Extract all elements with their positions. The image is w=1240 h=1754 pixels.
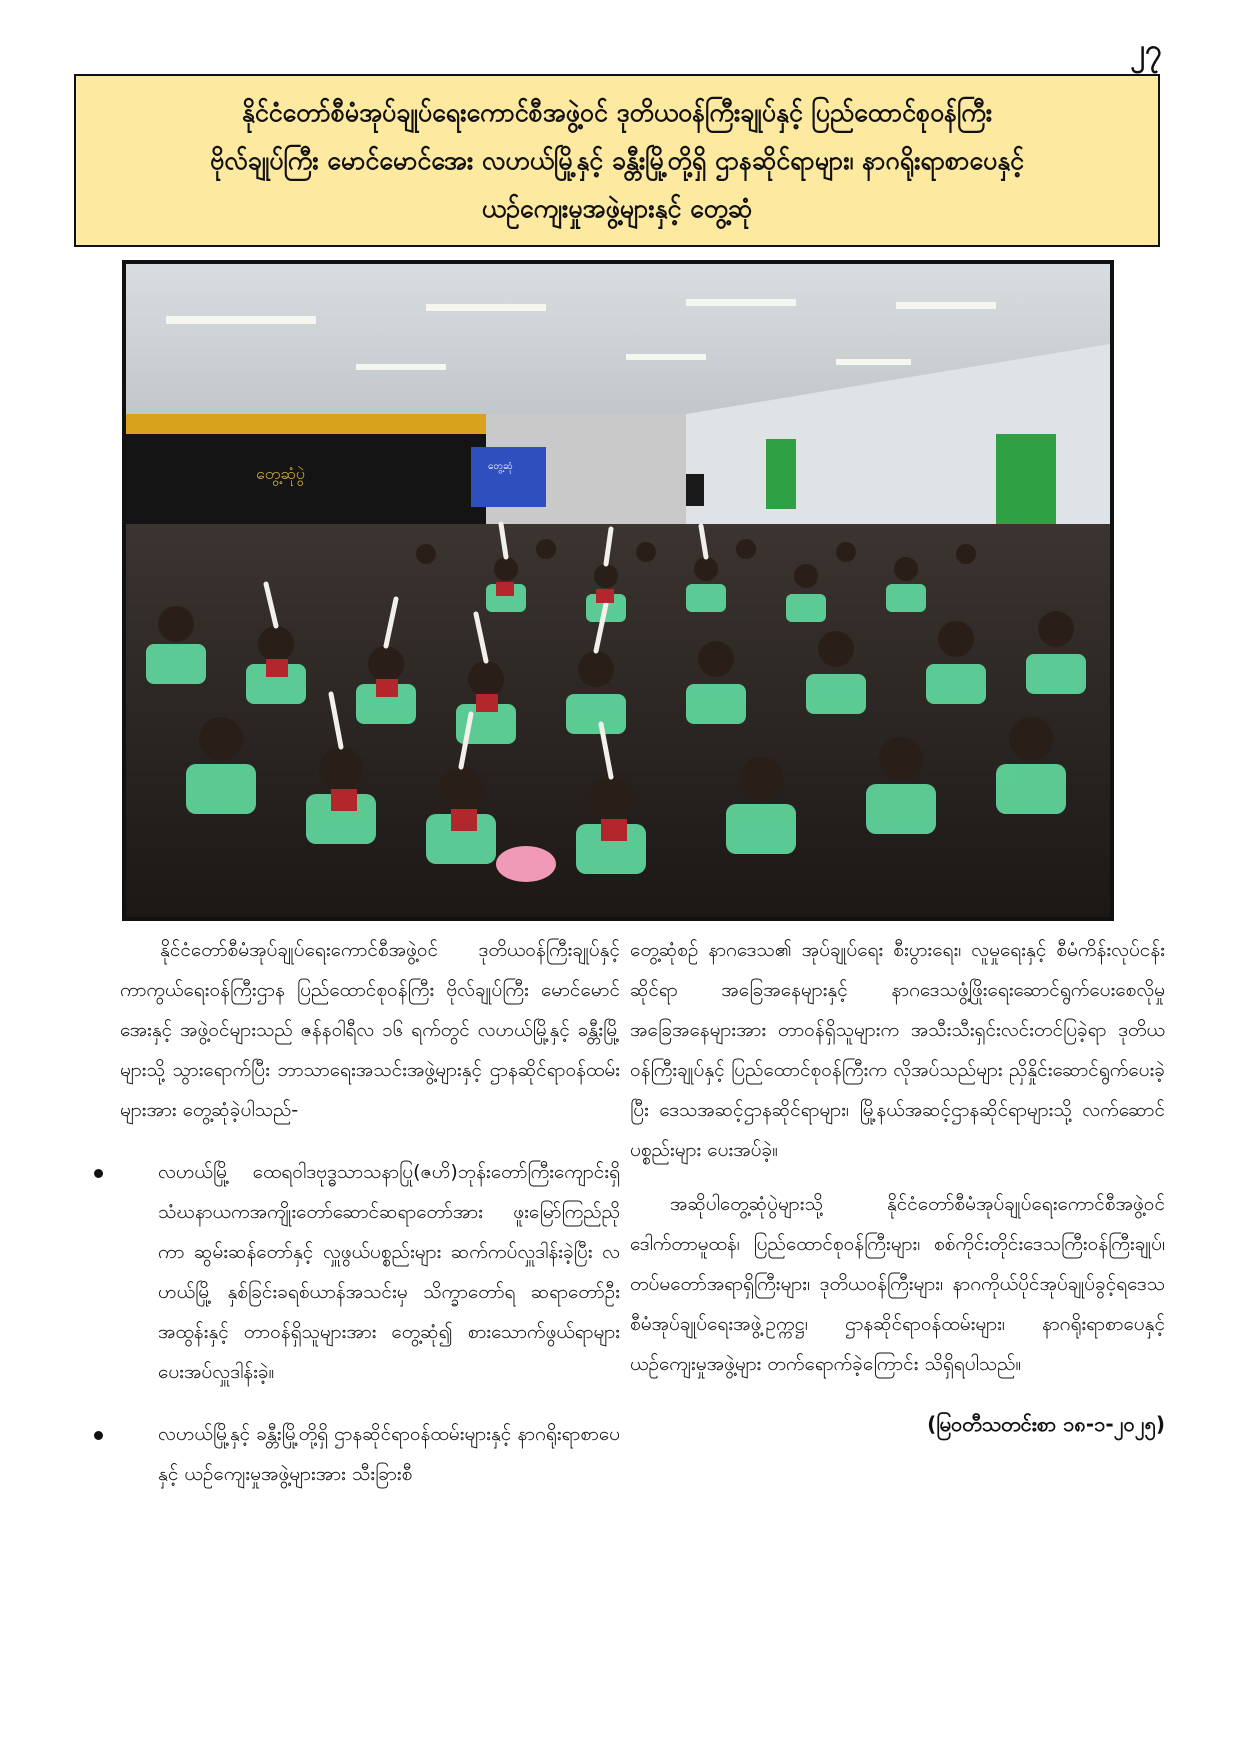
left-intro-text: နိုင်ငံတော်စီမံအုပ်ချုပ်ရေးကောင်စီအဖွဲ့ဝင် ဒုတိယဝန်ကြီးချုပ်နှင့် ကာကွယ်ရေးဝန်ကြီးဌာန ပြည်ထောင်စုဝန်ကြီး ဗိုလ်ချုပ်ကြီး မောင်မောင်အေးနှင့် အဖွဲ့ဝင်များသည် ဇန်နဝါရီလ ၁၆ ရက်တွင် လဟယ်မြို့နှင့် ခန္တီးမြို့များသို့ သွားရောက်ပြီး ဘာသာရေးအသင်းအဖွဲ့များနှင့် ဌာနဆိုင်ရာဝန်ထမ်းများအား တွေ့ဆုံခဲ့ပါသည်- [120,939,620,1121]
bullet-text-1: လဟယ်မြို့ ထေရဝါဒဗုဒ္ဓသာသနာပြု(ဇဟိ)ဘုန်းတော်ကြီးကျောင်းရှိ သံဃနာယကအကျိုးတော်ဆောင်ဆရာတော်အား ဖူးမြော်ကြည်ညိုကာ ဆွမ်းဆန်တော်နှင့် လှူဖွယ်ပစ္စည်းများ ဆက်ကပ်လှူဒါန်းခဲ့ပြီး လဟယ်မြို့ နှစ်ခြင်းခရစ်ယာန်အသင်းမှ သိက္ခာတော်ရ ဆရာတော်ဦးအထွန်းနှင့် တာဝန်ရှိသူများအား တွေ့ဆုံ၍ စားသောက်ဖွယ်ရာများ ပေးအပ်လှူဒါန်းခဲ့။ [158,1161,620,1383]
left-intro-paragraph [120,930,620,1130]
screen-text: တွေ့ဆုံ [488,461,513,472]
meeting-photo-illustration [126,264,1110,917]
right-paragraph-1: တွေ့ဆုံစဉ် နာဂဒေသ၏ အုပ်ချုပ်ရေး စီးပွားရေး၊ လူမှုရေးနှင့် စီမံကိန်းလုပ်ငန်းဆိုင်ရာ အခြေအနေများနှင့် နာဂဒေသဖွံ့ဖြိုးရေးဆောင်ရွက်ပေးစေလိုမှုအခြေအနေများအား တာဝန်ရှိသူများက အသီးသီးရှင်းလင်းတင်ပြခဲ့ရာ ဒုတိယဝန်ကြီးချုပ်နှင့် ပြည်ထောင်စုဝန်ကြီးက လိုအပ်သည်များ ညှိနှိုင်းဆောင်ရွက်ပေးခဲ့ပြီး ဒေသအဆင့်ဌာနဆိုင်ရာများ၊ မြို့နယ်အဆင့်ဌာနဆိုင်ရာများသို့ လက်ဆောင်ပစ္စည်းများ ပေးအပ်ခဲ့။ [630,939,1165,1161]
right-paragraph-2-text: အဆိုပါတွေ့ဆုံပွဲများသို့ နိုင်ငံတော်စီမံအုပ်ချုပ်ရေးကောင်စီအဖွဲ့ဝင် ဒေါက်တာမူထန်၊ ပြည်ထောင်စုဝန်ကြီးများ၊ စစ်ကိုင်းတိုင်းဒေသကြီးဝန်ကြီးချုပ်၊ တပ်မတော်အရာရှိကြီးများ၊ ဒုတိယဝန်ကြီးများ၊ နာဂကိုယ်ပိုင်အုပ်ချုပ်ခွင့်ရဒေသ စီမံအုပ်ချုပ်ရေးအဖွဲ့ဥက္ကဋ္ဌ၊ ဌာနဆိုင်ရာဝန်ထမ်းများ၊ နာဂရိုးရာစာပေနှင့် ယဉ်ကျေးမှုအဖွဲ့များ တက်ရောက်ခဲ့ကြောင်း သိရှိရပါသည်။ [630,1193,1165,1375]
news-source: (မြဝတီသတင်းစာ ၁၈-၁-၂၀၂၅) [927,1412,1165,1436]
right-paragraph-2 [630,1184,1165,1384]
headline-line-2: ဗိုလ်ချုပ်ကြီး မောင်မောင်အေး လဟယ်မြို့နှင့် ခန္တီးမြို့တို့ရှိ ဌာနဆိုင်ရာများ၊ နာဂရိုးရာစာပေနှင့် [209,145,1025,175]
bullet-dot-icon [94,1431,103,1440]
headline-line-1: နိုင်ငံတော်စီမံအုပ်ချုပ်ရေးကောင်စီအဖွဲ့ဝင် ဒုတိယဝန်ကြီးချုပ်နှင့် ပြည်ထောင်စုဝန်ကြီး [241,97,993,127]
headline-line-3: ယဉ်ကျေးမှုအဖွဲ့များနှင့် တွေ့ဆုံ [481,193,753,223]
left-column [120,930,620,1504]
meeting-photo [122,260,1114,921]
stage-banner-text: တွေ့ဆုံပွဲ [256,464,305,483]
bullet-dot-icon [94,1169,103,1178]
right-column [630,930,1165,1444]
headline-box [74,74,1160,247]
bullet-item-1 [120,1152,620,1392]
page-number: ၂၇ [1130,33,1162,68]
bullet-text-2: လဟယ်မြို့နှင့် ခန္တီးမြို့တို့ရှိ ဌာနဆိုင်ရာဝန်ထမ်းများနှင့် နာဂရိုးရာစာပေနှင့် ယဉ်ကျေးမှုအဖွဲ့များအား သီးခြားစီ [158,1423,620,1485]
bullet-item-2 [120,1414,620,1494]
